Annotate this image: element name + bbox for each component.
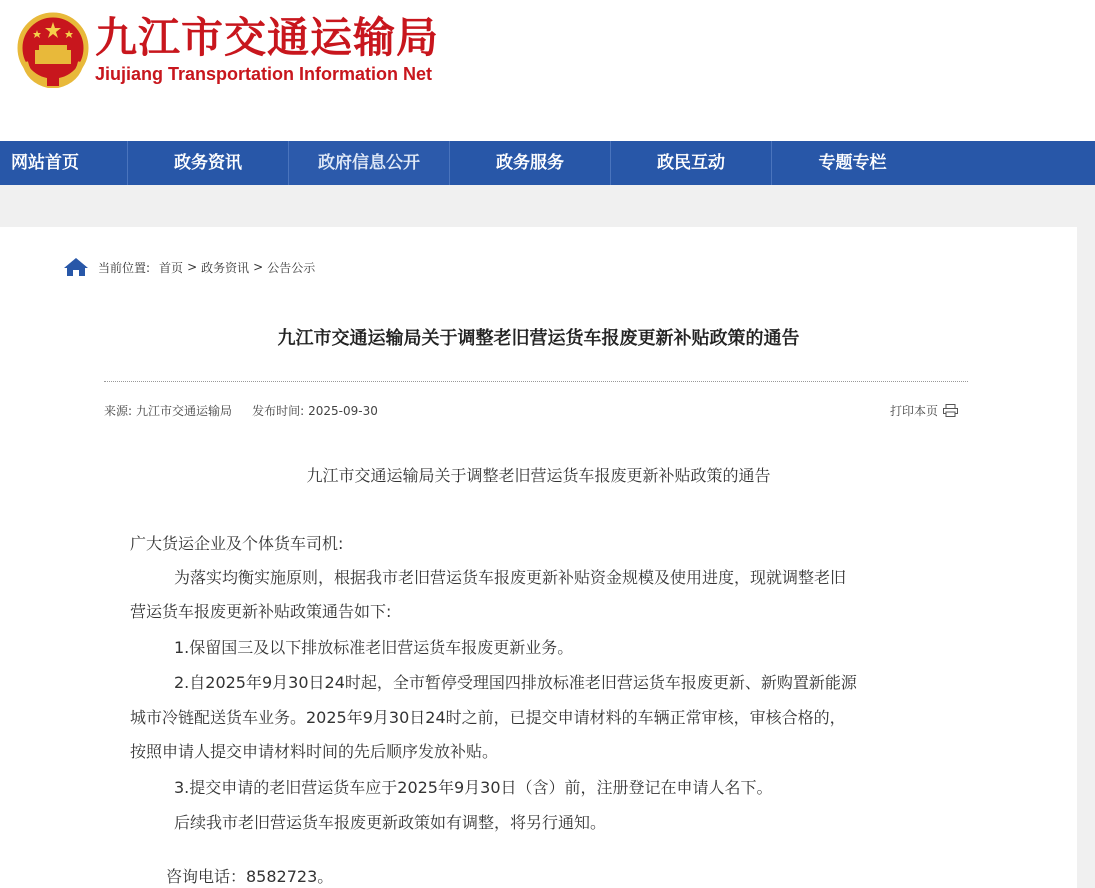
item-2-line1: 2.自2025年9月30日24时起，全市暂停受理国四排放标准老旧营运货车报废更新、新购置新能源 <box>174 673 857 692</box>
nav-item-info-disclosure[interactable]: 政府信息公开 <box>289 141 450 185</box>
item-2-line3: 按照申请人提交申请材料时间的先后顺序发放补贴。 <box>130 742 499 761</box>
greeting: 广大货运企业及个体货车司机: <box>130 534 344 553</box>
nav-item-services[interactable]: 政务服务 <box>450 141 611 185</box>
site-header <box>0 0 1095 140</box>
breadcrumb-separator: > <box>253 260 264 274</box>
print-button[interactable] <box>890 402 958 419</box>
item-1: 1.保留国三及以下排放标准老旧营运货车报废更新业务。 <box>174 638 574 657</box>
printer-icon[interactable] <box>943 404 958 417</box>
closing: 后续我市老旧营运货车报废更新政策如有调整，将另行通知。 <box>174 813 607 832</box>
source-label: 来源: <box>104 404 133 418</box>
breadcrumb <box>63 256 315 278</box>
print-label[interactable]: 打印本页 <box>890 404 939 418</box>
date-value: 2025-09-30 <box>308 404 378 418</box>
breadcrumb-news[interactable]: 政务资讯 <box>201 260 250 275</box>
breadcrumb-home[interactable]: 首页 <box>159 260 184 275</box>
breadcrumb-prefix: 当前位置: <box>98 260 151 275</box>
breadcrumb-separator: > <box>187 260 198 274</box>
paragraph-intro-line1: 为落实均衡实施原则，根据我市老旧营运货车报废更新补贴资金规模及使用进度，现就调整老旧 <box>174 568 847 587</box>
nav-item-home[interactable]: 网站首页 <box>0 141 128 185</box>
date-label: 发布时间: <box>252 404 305 418</box>
article-meta <box>104 402 382 419</box>
divider <box>104 381 968 382</box>
site-title: 九江市交通运输局 <box>95 13 440 62</box>
item-3: 3.提交申请的老旧营运货车应于2025年9月30日（含）前，注册登记在申请人名下。 <box>174 778 773 797</box>
item-2-line2: 城市冷链配送货车业务。2025年9月30日24时之前，已提交申请材料的车辆正常审核，审核合格的， <box>130 708 846 727</box>
paragraph-intro-line2: 营运货车报废更新补贴政策通告如下: <box>130 602 392 621</box>
national-emblem-icon[interactable] <box>17 12 89 88</box>
contact-phone: 咨询电话：8582723。 <box>166 867 334 886</box>
nav-item-topics[interactable]: 专题专栏 <box>818 153 887 173</box>
site-subtitle: Jiujiang Transportation Information Net <box>95 64 433 84</box>
body-title: 九江市交通运输局关于调整老旧营运货车报废更新补贴政策的通告 <box>306 466 771 485</box>
article-title: 九江市交通运输局关于调整老旧营运货车报废更新补贴政策的通告 <box>277 328 800 349</box>
main-nav <box>0 141 1095 185</box>
nav-item-news[interactable]: 政务资讯 <box>128 141 289 185</box>
source-value: 九江市交通运输局 <box>136 404 233 418</box>
nav-item-interaction[interactable]: 政民互动 <box>611 141 772 185</box>
home-icon <box>63 257 89 277</box>
breadcrumb-notices[interactable]: 公告公示 <box>267 260 316 275</box>
